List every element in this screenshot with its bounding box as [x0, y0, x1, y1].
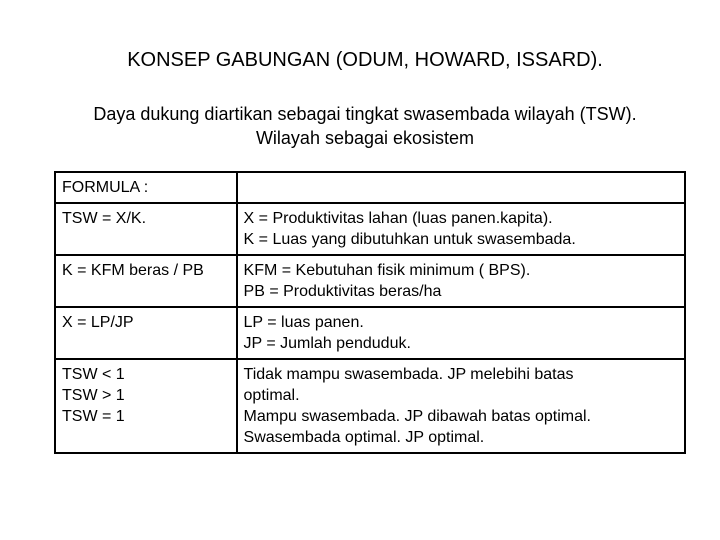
explanation-line: optimal. [243, 387, 300, 404]
table-row-k [55, 255, 685, 307]
explanation-line: Tidak mampu swasembada. JP melebihi batas [243, 366, 574, 383]
slide-title: KONSEP GABUNGAN (ODUM, HOWARD, ISSARD). [127, 49, 603, 71]
formula-cell [55, 359, 237, 453]
explanation-line: PB = Produktivitas beras/ha [243, 283, 442, 300]
table-row-x [55, 307, 685, 359]
formula-cell [55, 255, 237, 307]
explanation-cell [237, 203, 685, 255]
explanation-cell [237, 255, 685, 307]
explanation-line: JP = Jumlah penduduk. [243, 335, 411, 352]
formula-header-cell [55, 172, 237, 203]
slide-subtitle [0, 102, 720, 150]
table-row-tsw [55, 203, 685, 255]
subtitle-line-1: Daya dukung diartikan sebagai tingkat swasembada wilayah (TSW). [93, 104, 637, 124]
formula-text: K = KFM beras / PB [62, 262, 204, 279]
formula-cell [55, 307, 237, 359]
empty-header-cell [237, 172, 685, 203]
table-row-tsw-conditions [55, 359, 685, 453]
condition-text: TSW > 1 [62, 387, 125, 404]
subtitle-line-2: Wilayah sebagai ekosistem [255, 128, 475, 148]
formula-text: X = LP/JP [62, 314, 134, 331]
explanation-cell [237, 359, 685, 453]
formula-cell [55, 203, 237, 255]
explanation-line: KFM = Kebutuhan fisik minimum ( BPS). [243, 262, 531, 279]
condition-text: TSW = 1 [62, 408, 125, 425]
table-row-formula-header [55, 172, 685, 203]
explanation-line: Swasembada optimal. JP optimal. [243, 429, 485, 446]
explanation-line: K = Luas yang dibutuhkan untuk swasembada. [243, 231, 576, 248]
explanation-line: X = Produktivitas lahan (luas panen.kapita). [243, 210, 553, 227]
explanation-cell [237, 307, 685, 359]
explanation-line: LP = luas panen. [243, 314, 364, 331]
formula-text: TSW = X/K. [62, 210, 147, 227]
condition-text: TSW < 1 [62, 366, 125, 383]
formula-label: FORMULA : [62, 179, 149, 196]
explanation-line: Mampu swasembada. JP dibawah batas optimal. [243, 408, 591, 425]
formula-table [54, 171, 686, 454]
